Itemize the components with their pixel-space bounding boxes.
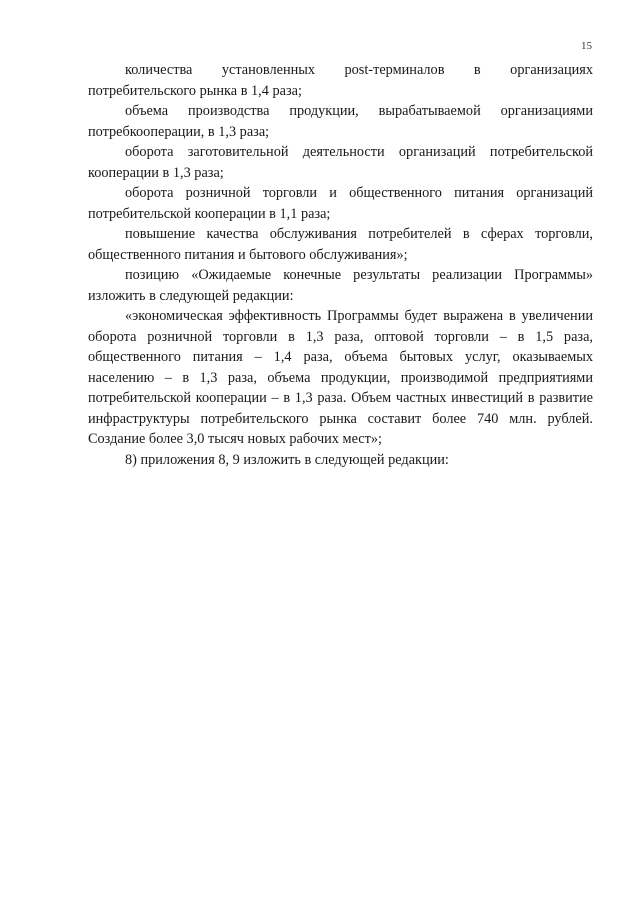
paragraph-service-quality: повышение качества обслуживания потребителей в сферах торговли, общественного питания и бытового обслуживания»; <box>88 226 593 263</box>
document-body <box>88 60 593 470</box>
paragraph-expected-results-heading: позицию «Ожидаемые конечные результаты реализации Программы» изложить в следующей редакции: <box>88 267 593 304</box>
paragraph-economic-efficiency: «экономическая эффективность Программы будет выражена в увеличении оборота розничной торговли в 1,3 раза, оптовой торговли – в 1,5 раза, общественного питания – 1,4 раза, объема бытовых услуг, оказываемых населению – в 1,3 раза, объема продукции, производимой предприятиями потребительской кооперации – в 1,3 раза. Объем частных инвестиций в развитие инфраструктуры потребительского рынка составит более 740 млн. рублей. Создание более 3,0 тысяч новых рабочих мест»; <box>88 308 593 447</box>
paragraph-production-volume: объема производства продукции, вырабатываемой организациями потребкооперации, в 1,3 раза; <box>88 103 593 140</box>
paragraph-procurement-turnover: оборота заготовительной деятельности организаций потребительской кооперации в 1,3 раза; <box>88 144 593 181</box>
paragraph-appendices: 8) приложения 8, 9 изложить в следующей редакции: <box>125 451 449 468</box>
paragraph-post-terminals: количества установленных post-терминалов в организациях потребительского рынка в 1,4 раза; <box>88 62 593 99</box>
paragraph-retail-turnover: оборота розничной торговли и общественного питания организаций потребительской кооперации в 1,1 раза; <box>88 185 593 222</box>
page-number: 15 <box>581 40 592 52</box>
